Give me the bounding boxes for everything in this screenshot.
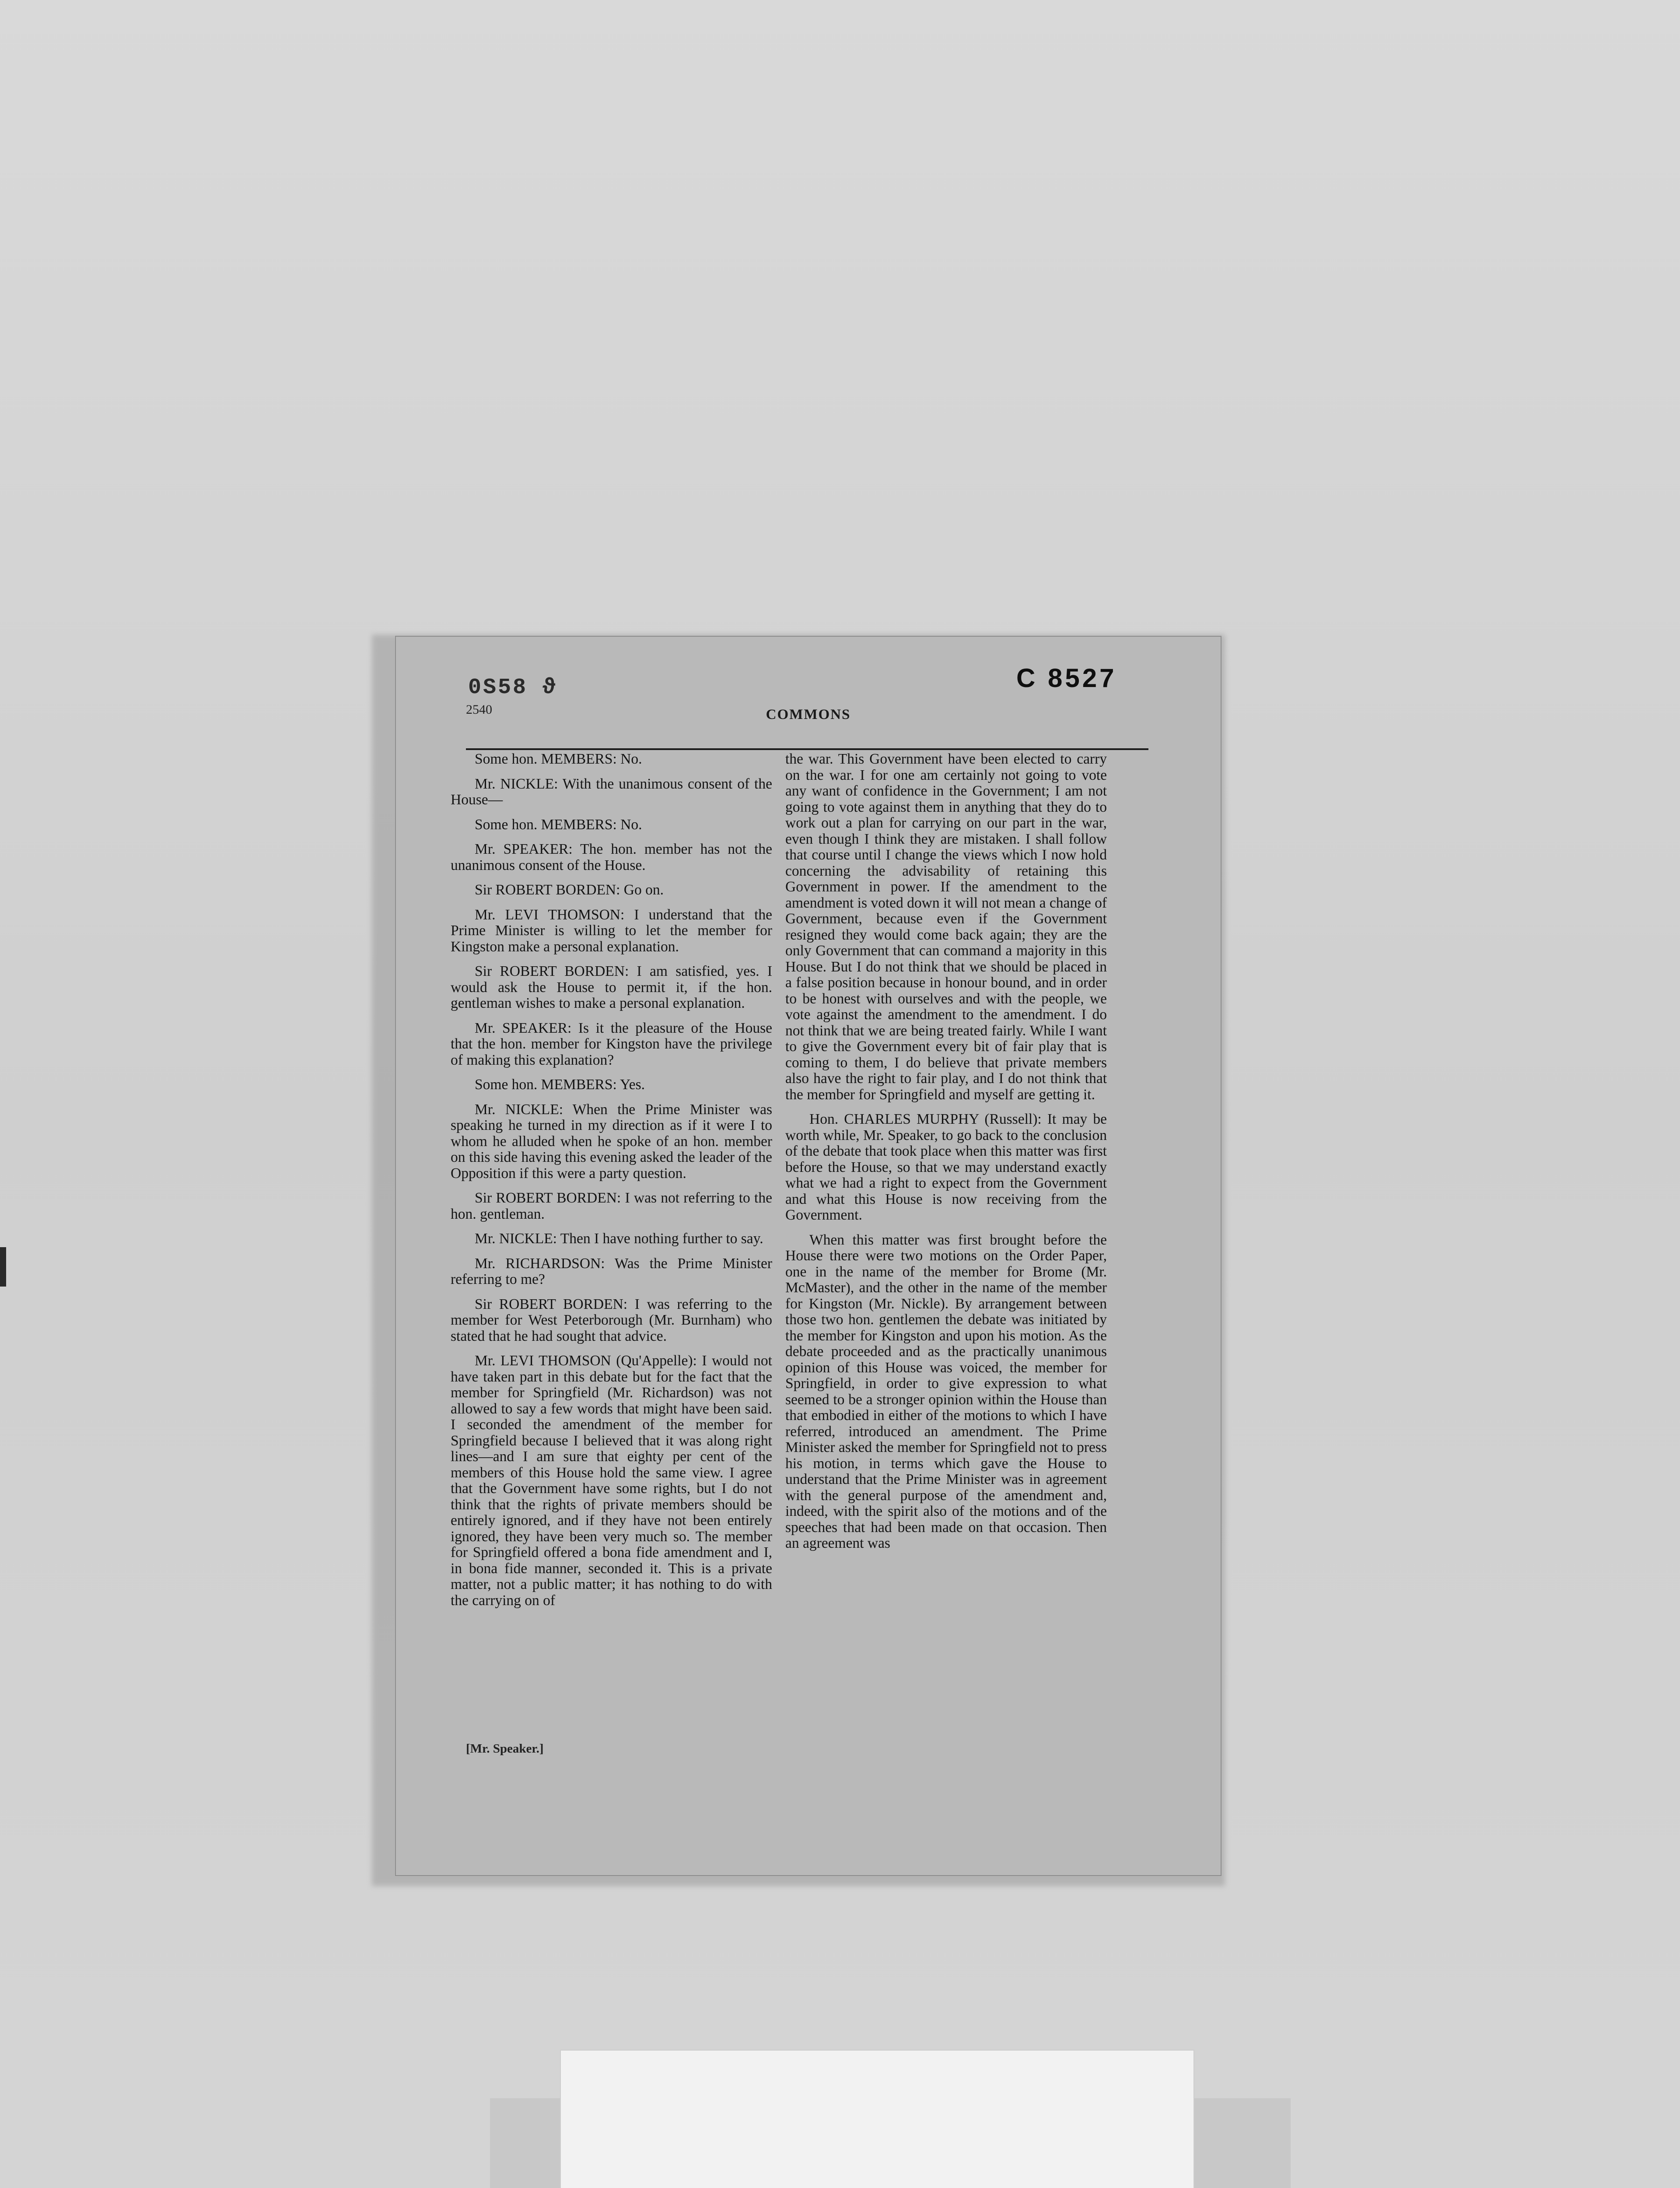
archive-stamp-left: 0S58 ϑ <box>468 675 558 700</box>
header-rule <box>466 748 1148 750</box>
paragraph: Hon. CHARLES MURPHY (Russell): It may be worth while, Mr. Speaker, to go back to the conclusion of the debate that took place when this matter was first before the House, so that we may understand exactly what we had a right to expect from the Government and what this House is now receiving from the Government. <box>785 1111 1107 1223</box>
left-column <box>451 751 772 1723</box>
document-page <box>396 637 1221 1875</box>
paragraph: Mr. RICHARDSON: Was the Prime Minister referring to me? <box>451 1255 772 1287</box>
paragraph: Mr. LEVI THOMSON: I understand that the Prime Minister is willing to let the member for Kingston make a personal explanation. <box>451 906 772 955</box>
right-column <box>785 751 1107 1723</box>
paragraph: Mr. NICKLE: With the unanimous consent of the House— <box>451 775 772 808</box>
paragraph: Some hon. MEMBERS: No. <box>475 751 642 767</box>
paragraph: the war. This Government have been elected to carry on the war. I for one am certainly not going to vote any want of confidence in the Government; I am not going to vote against them in anything that they do to work out a plan for carrying on our part in the war, even though I think they are mistaken. I shall follow that course until I change the views which I now hold concerning the advisability of retaining this Government in power. If the amendment to the amendment is voted down it will not mean a change of Government, because even if the Government resigned they would come back again; they are the only Government that can command a majority in this House. But I do not think that we should be placed in a false position because in honour bound, and in order to be honest with ourselves and with the people, we vote against the amendment to the amendment. I do not think that we are being treated fairly. While I want to give the Government every bit of fair play that is coming to them, I do believe that private members also have the right to fair play, and I do not think that the member for Springfield and myself are getting it. <box>785 751 1107 1103</box>
paragraph: Sir ROBERT BORDEN: I was not referring to the hon. gentleman. <box>451 1190 772 1222</box>
paragraph: Some hon. MEMBERS: No. <box>475 816 642 833</box>
collection-label-card <box>561 2051 1194 2188</box>
paragraph: Sir ROBERT BORDEN: I am satisfied, yes. I would ask the House to permit it, if the hon. gentleman wishes to make a personal explanation. <box>451 963 772 1011</box>
paragraph: Sir ROBERT BORDEN: Go on. <box>475 882 664 898</box>
paragraph: Sir ROBERT BORDEN: I was referring to the member for West Peterborough (Mr. Burnham) who stated that he had sought that advice. <box>451 1296 772 1344</box>
paragraph: Mr. LEVI THOMSON (Qu'Appelle): I would not have taken part in this debate but for the fact that the member for Springfield (Mr. Richardson) was not allowed to say a few words that might have been said. I seconded the amendment of the member for Springfield because I believed that it was along right lines—and I am sure that eighty per cent of the members of this House hold the same view. I agree that the Government have some rights, but I do not think that the rights of private members should be entirely ignored, and if they have not been entirely ignored, they have been very much so. The member for Springfield offered a bona fide amendment and I, in bona fide manner, seconded it. This is a private matter, not a public matter; it has nothing to do with the carrying on of <box>451 1353 772 1609</box>
paragraph: Mr. SPEAKER: Is it the pleasure of the House that the hon. member for Kingston have the privilege of making this explanation? <box>451 1020 772 1068</box>
paragraph: Mr. NICKLE: Then I have nothing further to say. <box>475 1231 763 1247</box>
film-edge-mark <box>0 1247 6 1287</box>
running-head: COMMONS <box>766 707 851 722</box>
paragraph: Mr. NICKLE: When the Prime Minister was speaking he turned in my direction as if it were I to whom he alluded when he spoke of an hon. member on this side having this evening asked the leader of the Opposition if this were a party question. <box>451 1101 772 1182</box>
paragraph: Some hon. MEMBERS: Yes. <box>475 1076 645 1093</box>
page-number: 2540 <box>466 702 492 717</box>
paragraph: When this matter was first brought before the House there were two motions on the Order Paper, one in the name of the member for Brome (Mr. McMaster), and the other in the name of the member for Kingston (Mr. Nickle). By arrangement between those two hon. gentlemen the debate was initiated by the member for Kingston and upon his motion. As the debate proceeded and as the practically unanimous opinion of this House was voiced, the member for Springfield, in order to give expression to what seemed to be a stronger opinion within the House than that embodied in either of the motions to which I have referred, introduced an amendment. The Prime Minister asked the member for Springfield not to press his motion, in terms which gave the House to understand that the Prime Minister was in agreement with the general purpose of the amendment and, indeed, with the spirit also of the motions and of the speeches that had been made on that occasion. Then an agreement was <box>785 1231 1107 1551</box>
archive-stamp-right: C 8527 <box>1016 663 1117 693</box>
paragraph: Mr. SPEAKER: The hon. member has not the unanimous consent of the House. <box>451 841 772 873</box>
footer-note: [Mr. Speaker.] <box>466 1742 544 1756</box>
